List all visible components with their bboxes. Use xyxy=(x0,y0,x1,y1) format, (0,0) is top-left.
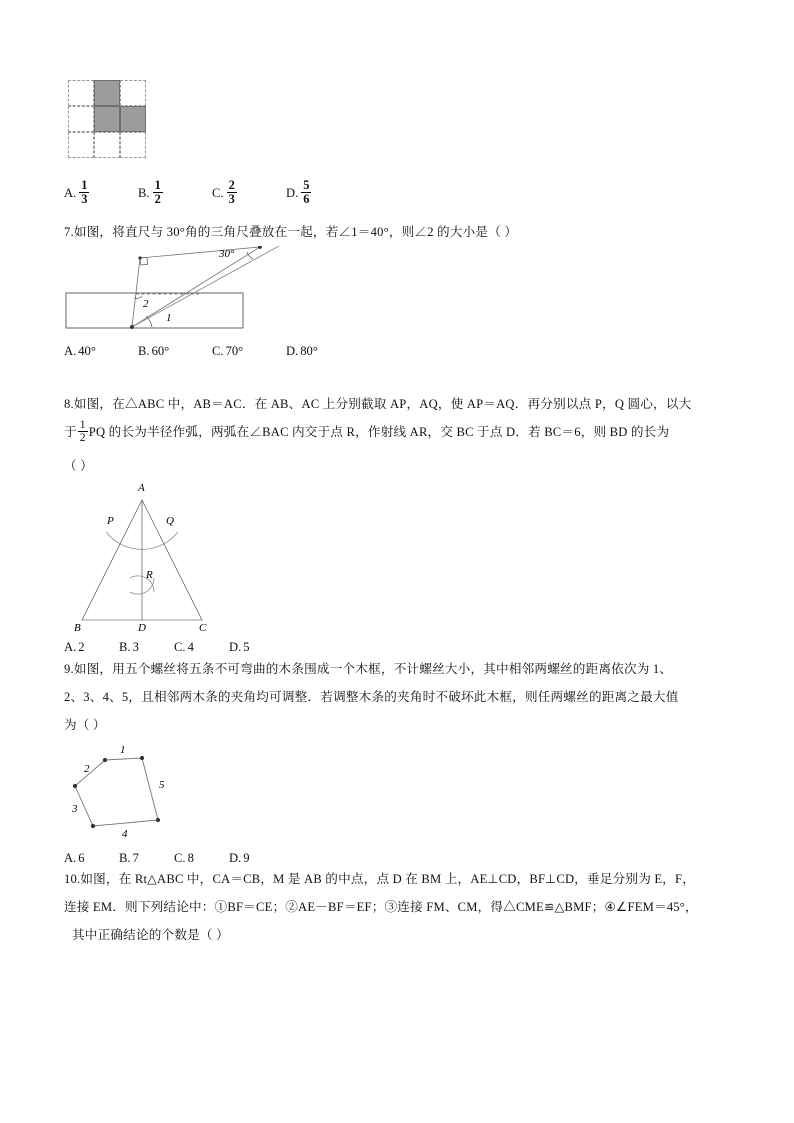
edge-label-5: 5 xyxy=(159,779,165,791)
option-d-value: 80° xyxy=(300,344,318,358)
edge-label-2: 2 xyxy=(84,763,90,775)
question-10-line-3: 其中正确结论的个数是（ ） xyxy=(72,928,229,942)
vertex-dot-top xyxy=(138,256,141,259)
option-c-value: 8 xyxy=(187,851,194,865)
option-b-label: B. xyxy=(138,185,150,200)
option-a-value: 40° xyxy=(78,344,96,358)
screw-dot-2 xyxy=(140,756,144,760)
question-10-line-2: 连接 EM．则下列结论中：①BF＝CE；②AE－BF＝EF；③连接 FM、CM，得△CME≌△BMF；④∠FEM＝45°， xyxy=(64,900,698,914)
vertex-dot-bottom xyxy=(130,325,134,329)
screw-dot-3 xyxy=(156,818,160,822)
question-9-block xyxy=(64,655,736,865)
option-d-numerator: 5 xyxy=(303,178,310,192)
option-d-fraction xyxy=(301,179,311,205)
point-label-c: C xyxy=(199,622,207,634)
option-b-value: 7 xyxy=(132,851,139,865)
angle-2-label: 2 xyxy=(143,298,149,310)
option-a[interactable] xyxy=(64,640,119,655)
option-b-label: B. xyxy=(119,851,131,865)
screw-dot-1 xyxy=(103,758,107,762)
option-a-label: A. xyxy=(64,185,77,200)
grid-cell-r1c0 xyxy=(68,106,94,132)
option-d-label: D. xyxy=(229,640,242,654)
half-denominator: 2 xyxy=(79,430,86,444)
grid-cell-r0c2 xyxy=(120,80,146,106)
option-c-value: 70° xyxy=(225,344,244,358)
option-b[interactable] xyxy=(119,851,174,866)
question-8-line-2-suffix: PQ 的长为半径作弧，两弧在∠BAC 内交于点 R，作射线 AR，交 BC 于点 D．若 BC＝6，则 BD 的长为 xyxy=(88,425,670,439)
option-a-numerator: 1 xyxy=(81,178,88,192)
option-d[interactable] xyxy=(286,344,360,359)
question-7-block xyxy=(64,218,736,390)
option-b-label: B. xyxy=(138,344,150,358)
angle-1-label: 1 xyxy=(166,312,172,324)
option-d[interactable] xyxy=(229,640,284,655)
edge-label-3: 3 xyxy=(72,803,78,815)
grid-cell-r2c0 xyxy=(68,132,94,158)
option-b[interactable] xyxy=(138,180,212,206)
option-a-fraction xyxy=(79,179,89,205)
option-c[interactable] xyxy=(174,851,229,866)
vertex-dot-30 xyxy=(258,246,262,249)
question-8-line-2 xyxy=(64,418,669,446)
point-label-b: B xyxy=(74,622,81,634)
option-c-fraction xyxy=(227,179,237,205)
option-a[interactable] xyxy=(64,851,119,866)
grid-cell-r0c0 xyxy=(68,80,94,106)
option-d-label: D. xyxy=(286,185,299,200)
option-a-label: A. xyxy=(64,344,77,358)
isosceles-triangle-construction-figure xyxy=(68,482,308,637)
option-c-label: C. xyxy=(212,185,224,200)
option-b-label: B. xyxy=(119,640,131,654)
option-b-fraction xyxy=(153,179,163,205)
half-fraction xyxy=(78,419,88,444)
question-8-line-3: （ ） xyxy=(64,459,93,473)
option-a-label: A. xyxy=(64,640,77,654)
question-8-line-2-prefix: 于 xyxy=(64,425,77,439)
point-label-q: Q xyxy=(166,515,174,527)
option-b[interactable] xyxy=(119,640,174,655)
question-10-line-1: 10.如图，在 Rt△ABC 中，CA＝CB，M 是 AB 的中点，点 D 在 BM 上，AE⊥CD，BF⊥CD，垂足分别为 E，F， xyxy=(64,872,696,886)
option-b-value: 3 xyxy=(132,640,139,654)
question-9-options xyxy=(64,851,284,866)
question-8-options xyxy=(64,640,284,655)
edge-label-4: 4 xyxy=(122,828,128,840)
option-c-label: C. xyxy=(212,344,224,358)
option-b[interactable] xyxy=(138,344,212,359)
option-c-value: 4 xyxy=(187,640,194,654)
edge-label-1: 1 xyxy=(120,744,126,756)
grid-cell-r1c1-shaded xyxy=(94,106,120,132)
option-b-numerator: 1 xyxy=(154,178,161,192)
grid-cell-r1c2-shaded xyxy=(120,106,146,132)
option-d-value: 9 xyxy=(243,851,250,865)
page-content xyxy=(64,76,736,965)
option-c-numerator: 2 xyxy=(228,178,235,192)
option-d[interactable] xyxy=(286,180,360,206)
option-d-denominator: 6 xyxy=(303,191,310,206)
question-7-stem: 7.如图，将直尺与 30°角的三角尺叠放在一起，若∠1＝40°，则∠2 的大小是（ ） xyxy=(64,225,518,239)
question-10-block xyxy=(64,865,736,965)
option-a-value: 2 xyxy=(78,640,85,654)
option-d-value: 5 xyxy=(243,640,250,654)
question-7-options xyxy=(64,344,360,359)
option-a-label: A. xyxy=(64,851,77,865)
angle-30-label: 30° xyxy=(219,248,235,260)
option-c[interactable] xyxy=(212,344,286,359)
point-label-a: A xyxy=(138,482,145,494)
option-c[interactable] xyxy=(212,180,286,206)
set-square-triangle xyxy=(132,247,260,327)
option-b-value: 60° xyxy=(151,344,170,358)
option-c-label: C. xyxy=(174,851,186,865)
question-9-line-3: 为（ ） xyxy=(64,718,106,732)
half-numerator: 1 xyxy=(79,417,86,431)
grid-cell-r2c1 xyxy=(94,132,120,158)
hypotenuse-extension xyxy=(132,246,279,327)
option-c[interactable] xyxy=(174,640,229,655)
option-d[interactable] xyxy=(229,851,284,866)
question-8-line-1: 8.如图，在△ABC 中，AB＝AC．在 AB、AC 上分别截取 AP，AQ，使 AP＝AQ．再分别以点 P，Q 圆心，以大 xyxy=(64,397,692,411)
shaded-grid-figure xyxy=(68,80,146,158)
point-label-p: P xyxy=(107,515,114,527)
option-d-label: D. xyxy=(229,851,242,865)
ruler-triangle-svg xyxy=(64,246,364,338)
option-a[interactable] xyxy=(64,180,138,206)
grid-cell-r0c1-shaded xyxy=(94,80,120,106)
pentagon-frame-figure xyxy=(70,743,230,848)
pentagon-svg xyxy=(70,743,230,848)
grid-cell-r2c2 xyxy=(120,132,146,158)
triangle-construction-svg xyxy=(68,482,308,637)
question-9-line-1: 9.如图，用五个螺丝将五条不可弯曲的木条围成一个木框，不计螺丝大小，其中相邻两螺丝的距离依次为 1、 xyxy=(64,662,673,676)
point-label-d: D xyxy=(138,622,146,634)
screw-dot-5 xyxy=(73,784,77,788)
option-d-label: D. xyxy=(286,344,299,358)
option-c-denominator: 3 xyxy=(228,191,235,206)
question-6-block xyxy=(64,76,736,218)
option-a[interactable] xyxy=(64,344,138,359)
point-label-r: R xyxy=(146,569,153,581)
ruler-and-triangle-figure xyxy=(64,246,364,338)
question-6-options xyxy=(64,180,360,206)
screw-dot-4 xyxy=(91,824,95,828)
option-b-denominator: 2 xyxy=(154,191,161,206)
option-c-label: C. xyxy=(174,640,186,654)
option-a-denominator: 3 xyxy=(81,191,88,206)
option-a-value: 6 xyxy=(78,851,85,865)
ruler-rectangle xyxy=(66,293,243,328)
question-9-line-2: 2、3、4、5，且相邻两木条的夹角均可调整．若调整木条的夹角时不破坏此木框，则任两螺丝的距离之最大值 xyxy=(64,690,679,704)
question-8-block xyxy=(64,390,736,655)
